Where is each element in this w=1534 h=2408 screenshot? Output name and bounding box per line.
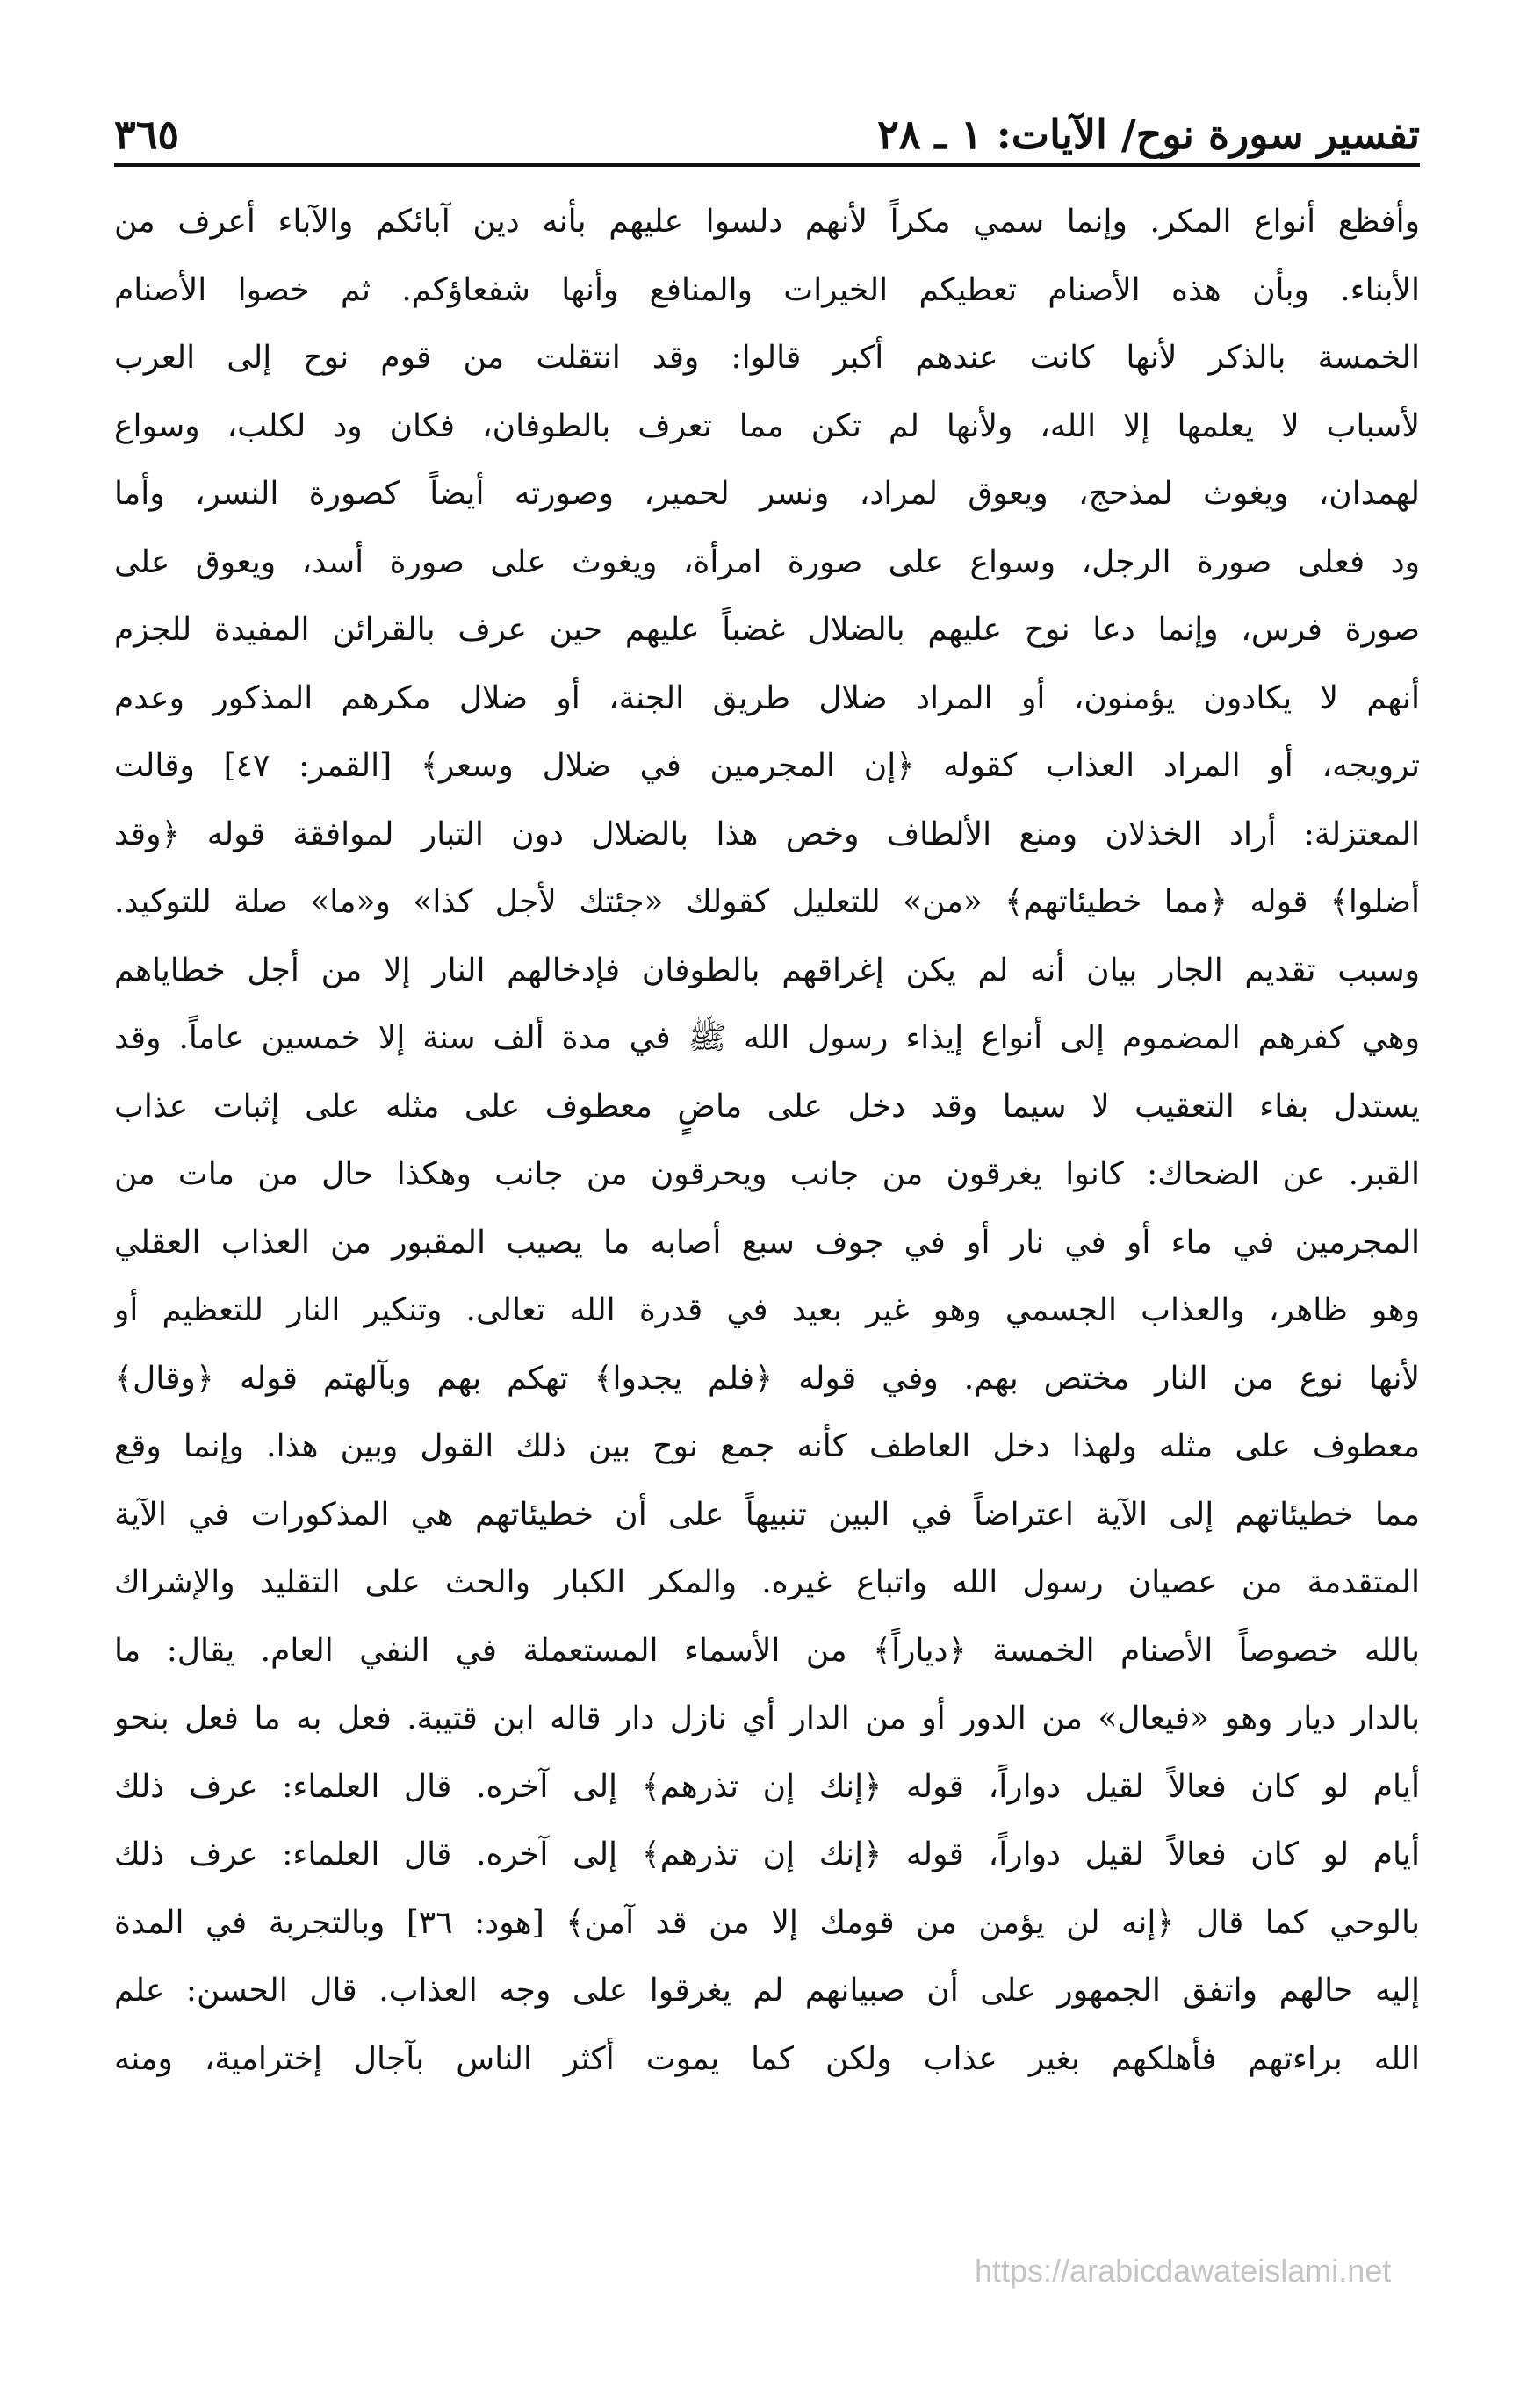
text-line: القبر. عن الضحاك: كانوا يغرقون من جانب ويحرقون من جانب وهكذا حال من مات من bbox=[114, 1156, 1420, 1192]
text-line: مما خطيئاتهم إلى الآية اعتراضاً في البين تنبيهاً على أن خطيئاتهم هي المذكورات في الآية bbox=[114, 1496, 1420, 1533]
text-line: وهو ظاهر، والعذاب الجسمي وهو غير بعيد في قدرة الله تعالى. وتنكير النار للتعظيم أو bbox=[114, 1292, 1420, 1328]
text-line: وهي كفرهم المضموم إلى أنواع إيذاء رسول الله ﷺ في مدة ألف سنة إلا خمسين عاماً. وقد bbox=[114, 1020, 1420, 1056]
text-line: المعتزلة: أراد الخذلان ومنع الألطاف وخص هذا بالضلال دون التبار لموافقة قوله ﴿وقد bbox=[114, 816, 1420, 852]
text-line: وسبب تقديم الجار بيان أنه لم يكن إغراقهم بالطوفان فإدخالهم النار إلا من أجل خطاياهم bbox=[114, 952, 1420, 988]
running-title: تفسير سورة نوح/ الآيات: ١ ـ ٢٨ bbox=[877, 111, 1420, 158]
text-line: وأفظع أنواع المكر. وإنما سمي مكراً لأنهم دلسوا عليهم بأنه دين آبائكم والآباء أعرف من bbox=[114, 204, 1420, 240]
text-line: بالوحي كما قال ﴿إنه لن يؤمن من قومك إلا من قد آمن﴾ [هود: ٣٦] وبالتجربة في المدة bbox=[114, 1904, 1420, 1941]
text-line: يستدل بفاء التعقيب لا سيما وقد دخل على ماضٍ معطوف على مثله على إثبات عذاب bbox=[114, 1088, 1420, 1125]
text-line: صورة فرس، وإنما دعا نوح عليهم بالضلال غضباً عليهم حين عرف بالقرائن المفيدة للجزم bbox=[114, 612, 1420, 648]
text-line: معطوف على مثله ولهذا دخل العاطف كأنه جمع نوح بين ذلك القول وبين هذا. وإنما وقع bbox=[114, 1428, 1420, 1464]
text-line: لأسباب لا يعلمها إلا الله، ولأنها لم تكن مما تعرف بالطوفان، فكان ود لكلب، وسواع bbox=[114, 407, 1420, 444]
text-line: ود فعلى صورة الرجل، وسواع على صورة امرأة، ويغوث على صورة أسد، ويعوق على bbox=[114, 543, 1420, 580]
text-line: لهمدان، ويغوث لمذحج، ويعوق لمراد، ونسر لحمير، وصورته أيضاً كصورة النسر، وأما bbox=[114, 476, 1420, 512]
watermark-url: https://arabicdawateislami.net bbox=[975, 2253, 1392, 2289]
page-number: ٣٦٥ bbox=[114, 111, 180, 158]
text-line: المتقدمة من عصيان رسول الله واتباع غيره. والمكر الكبار والحث على التقليد والإشراك bbox=[114, 1564, 1420, 1600]
text-line: لأنها نوع من النار مختص بهم. وفي قوله ﴿فلم يجدوا﴾ تهكم بهم وبآلهتم قوله ﴿وقال﴾ bbox=[114, 1360, 1420, 1397]
text-line: أيام لو كان فعالاً لقيل دواراً، قوله ﴿إنك إن تذرهم﴾ إلى آخره. قال العلماء: عرف ذلك bbox=[114, 1837, 1420, 1872]
text-line: بالدار ديار وهو «فيعال» من الدور أو من الدار أي نازل دار قاله ابن قتيبة. فعل به ما فعل بنحو bbox=[114, 1700, 1420, 1736]
commentary-text bbox=[114, 188, 1420, 2093]
text-line: المجرمين في ماء أو في نار أو في جوف سبع أصابه ما يصيب المقبور من العذاب العقلي bbox=[114, 1224, 1420, 1261]
text-line: الله براءتهم فأهلكهم بغير عذاب ولكن كما يموت أكثر الناس بآجال إخترامية، ومنه bbox=[114, 2040, 1420, 2077]
text-line: ترويجه، أو المراد العذاب كقوله ﴿إن المجرمين في ضلال وسعر﴾ [القمر: ٤٧] وقالت bbox=[114, 748, 1420, 784]
text-line: الخمسة بالذكر لأنها كانت عندهم أكبر قالوا: وقد انتقلت من قوم نوح إلى العرب bbox=[114, 340, 1420, 376]
text-line: إليه حالهم واتفق الجمهور على أن صبيانهم لم يغرقوا على وجه العذاب. قال الحسن: علم bbox=[114, 1973, 1420, 2009]
header-rule bbox=[114, 163, 1420, 167]
page-header bbox=[114, 98, 1420, 158]
text-line: الأبناء. وبأن هذه الأصنام تعطيكم الخيرات والمنافع وأنها شفعاؤكم. ثم خصوا الأصنام bbox=[114, 271, 1420, 308]
text-line: أيام لو كان فعالاً لقيل دواراً، قوله ﴿إنك إن تذرهم﴾ إلى آخره. قال العلماء: عرف ذلك bbox=[114, 1768, 1420, 1805]
text-line: بالله خصوصاً الأصنام الخمسة ﴿دياراً﴾ من الأسماء المستعملة في النفي العام. يقال: ما bbox=[114, 1632, 1420, 1669]
text-line: أضلوا﴾ قوله ﴿مما خطيئاتهم﴾ «من» للتعليل كقولك «جئتك لأجل كذا» و«ما» صلة للتوكيد. bbox=[114, 884, 1420, 920]
text-line: أنهم لا يكادون يؤمنون، أو المراد ضلال طريق الجنة، أو ضلال مكرهم المذكور وعدم bbox=[114, 679, 1420, 716]
